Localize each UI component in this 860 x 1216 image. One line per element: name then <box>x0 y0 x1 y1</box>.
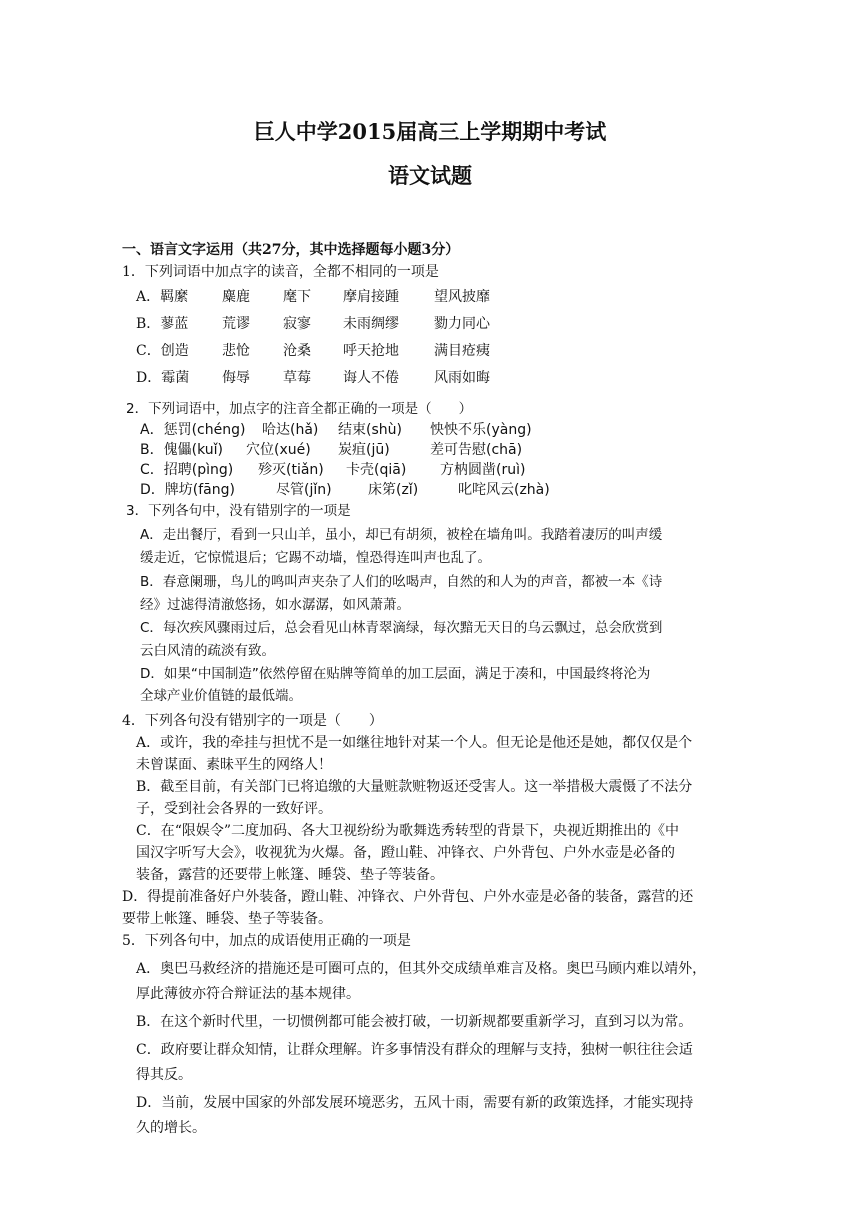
section-heading: 一、语言文字运用（共27分，其中选择题每小题3分） <box>122 242 460 258</box>
q2-option-a-w4: 怏怏不乐(yàng) <box>430 422 532 438</box>
q2-option-a-w3: 结束(shù) <box>338 422 402 438</box>
q1-option-c-w4: 呼天抢地 <box>343 343 399 359</box>
q2-option-d-w1: D．牌坊(fāng) <box>140 482 235 498</box>
q4-line-3: B．截至目前，有关部门已将追缴的大量赃款赃物返还受害人。这一举措极大震慑了不法分 <box>136 779 693 795</box>
page-subtitle: 语文试题 <box>388 163 472 188</box>
q1-option-b-w1: B．蓼蓝 <box>136 316 189 332</box>
q1-option-c-w2: 悲怆 <box>222 343 250 359</box>
q1-option-b-w3: 寂寥 <box>283 316 311 332</box>
q2-option-c-w4: 方枘圆凿(ruì) <box>440 462 526 478</box>
q1-option-d-w3: 草莓 <box>283 370 311 386</box>
q4-line-5: C．在“限娱令”二度加码、各大卫视纷纷为歌舞选秀转型的背景下，央视近期推出的《中 <box>136 823 680 839</box>
q2-option-c-w2: 殄灭(tiǎn) <box>258 462 324 478</box>
q2-option-c-w1: C．招聘(pìng) <box>140 462 234 478</box>
q4-line-4: 子，受到社会各界的一致好评。 <box>136 801 332 817</box>
q5-line-4: C．政府要让群众知情，让群众理解。许多事情没有群众的理解与支持，独树一帜往往会适 <box>136 1042 693 1058</box>
q2-option-c-w3: 卡壳(qiā) <box>346 462 407 478</box>
q1-option-c-w3: 沧桑 <box>283 343 311 359</box>
q4-line-8: D．得提前准备好户外装备，蹬山鞋、冲锋衣、户外背包、户外水壶是必备的装备，露营的还 <box>122 889 694 905</box>
q3-line-4: 经》过滤得清澈悠扬，如水潺潺，如风萧萧。 <box>140 597 410 613</box>
question-1-stem: 1．下列词语中加点字的读音，全都不相同的一项是 <box>122 264 439 280</box>
q2-option-b-w3: 炭疽(jū) <box>338 442 390 458</box>
q2-option-a-w2: 哈达(hǎ) <box>262 422 319 438</box>
q1-option-b-w4: 未雨绸缪 <box>343 316 399 332</box>
q3-line-1: A．走出餐厅，看到一只山羊，虽小，却已有胡须，被栓在墙角叫。我踏着凄厉的叫声缓 <box>140 527 663 543</box>
q2-option-d-w3: 床笫(zǐ) <box>368 482 419 498</box>
q2-option-d-w2: 尽管(jǐn) <box>276 482 332 498</box>
q5-line-3: B．在这个新时代里，一切惯例都可能会被打破，一切新规都要重新学习，直到习以为常。 <box>136 1014 693 1030</box>
q3-line-6: 云白风清的疏淡有致。 <box>140 643 275 659</box>
q4-line-9: 要带上帐篷、睡袋、垫子等装备。 <box>122 911 332 927</box>
q1-option-d-w5: 风雨如晦 <box>434 370 490 386</box>
question-2-stem: 2．下列词语中，加点字的注音全都正确的一项是（ ） <box>126 401 473 417</box>
q1-option-d-w4: 诲人不倦 <box>343 370 399 386</box>
q1-option-a-w2: 麋鹿 <box>222 289 250 305</box>
q1-option-a-w1: A．羁縻 <box>136 289 189 305</box>
q4-line-2: 未曾谋面、素昧平生的网络人！ <box>136 757 332 773</box>
q5-line-2: 厚此薄彼亦符合辩证法的基本规律。 <box>136 986 360 1002</box>
q1-option-b-w5: 勠力同心 <box>434 316 490 332</box>
question-3-stem: 3．下列各句中，没有错别字的一项是 <box>126 503 351 519</box>
q2-option-b-w2: 穴位(xué) <box>246 442 311 458</box>
q1-option-a-w4: 摩肩接踵 <box>343 289 399 305</box>
q5-line-5: 得其反。 <box>136 1067 192 1083</box>
q3-line-5: C．每次疾风骤雨过后，总会看见山林青翠滴绿，每次黯无天日的乌云飘过，总会欣赏到 <box>140 620 663 636</box>
q4-line-7: 装备，露营的还要带上帐篷、睡袋、垫子等装备。 <box>136 867 444 883</box>
q3-line-7: D．如果“中国制造”依然停留在贴牌等简单的加工层面，满足于凑和，中国最终将沦为 <box>140 666 651 682</box>
q1-option-a-w3: 麾下 <box>283 289 311 305</box>
q3-line-2: 缓走近，它惊慌退后；它踢不动墙，惶恐得连叫声也乱了。 <box>140 550 491 566</box>
q2-option-b-w4: 差可告慰(chā) <box>430 442 523 458</box>
q3-line-3: B．春意阑珊，鸟儿的鸣叫声夹杂了人们的吆喝声，自然的和人为的声音，都被一本《诗 <box>140 574 663 590</box>
q1-option-d-w2: 侮辱 <box>222 370 250 386</box>
q2-option-d-w4: 叱咤风云(zhà) <box>458 482 550 498</box>
page-title: 巨人中学2015届高三上学期期中考试 <box>253 119 607 144</box>
q1-option-c-w1: C．创造 <box>136 343 189 359</box>
q1-option-a-w5: 望风披靡 <box>434 289 490 305</box>
q1-option-c-w5: 满目疮痍 <box>434 343 490 359</box>
q5-line-1: A．奥巴马救经济的措施还是可圈可点的，但其外交成绩单难言及格。奥巴马顾内难以靖外， <box>136 961 707 977</box>
q1-option-b-w2: 荒谬 <box>222 316 250 332</box>
question-5-stem: 5．下列各句中，加点的成语使用正确的一项是 <box>122 933 411 949</box>
q5-line-7: 久的增长。 <box>136 1120 206 1136</box>
q4-line-1: A．或许，我的牵挂与担忧不是一如继往地针对某一个人。但无论是他还是她，都仅仅是个 <box>136 735 693 751</box>
q2-option-a-w1: A．惩罚(chéng) <box>140 422 246 438</box>
question-4-stem: 4．下列各句没有错别字的一项是（ ） <box>122 713 383 729</box>
q3-line-8: 全球产业价值链的最低端。 <box>140 688 302 704</box>
q4-line-6: 国汉字听写大会》，收视犹为火爆。备，蹬山鞋、冲锋衣、户外背包、户外水壶是必备的 <box>136 845 675 861</box>
q1-option-d-w1: D．霉菌 <box>136 370 190 386</box>
q5-line-6: D．当前，发展中国家的外部发展环境恶劣，五风十雨，需要有新的政策选择，才能实现持 <box>136 1095 694 1111</box>
q2-option-b-w1: B．傀儡(kuǐ) <box>140 442 223 458</box>
